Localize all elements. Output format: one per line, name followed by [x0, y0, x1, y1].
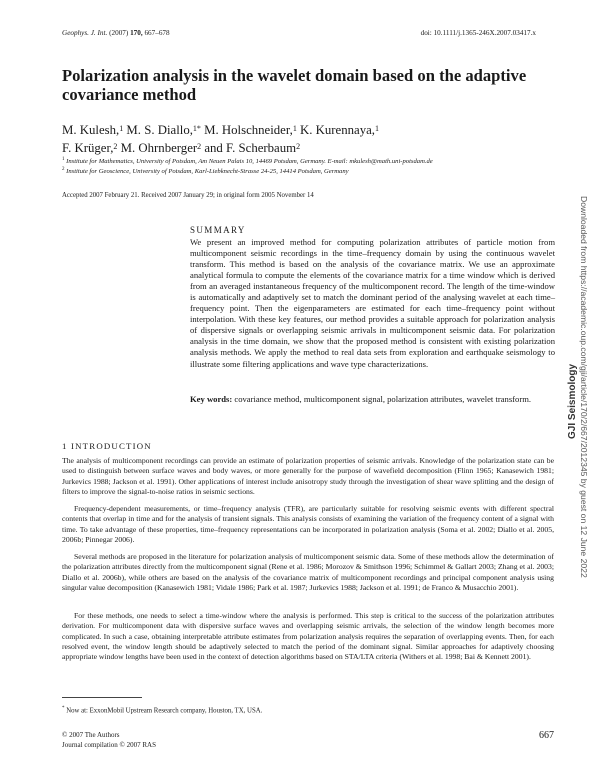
paragraph-text: Frequency-dependent measurements, or time–frequency analysis (TFR), are particularly suitable for resolving seismic events with different spectral contents that overlap in time and for the analysis of transient signals. This analysis consists of examining the variation of the frequency content of a signal with time. To take advantage of these properties, time–frequency representations can be incorporated in polarization analysis (Soma et al. 2002; Diallo et al. 2005, 2006b; Pinnegar 2006). [62, 504, 554, 545]
author-affil-mark: 1 [375, 124, 379, 133]
footnote-mark: * [62, 706, 65, 711]
journal-name: Geophys. J. Int. [62, 29, 108, 37]
paragraph-text: For these methods, one needs to select a time-window where the analysis is performed. This step is critical to the success of the polarization attributes derivation. For multicomponent data with dispersive surface waves and overlapping seismic arrivals, the selection of the window length becomes more complicated. In such a case, obtaining interpretable attribute estimates from polarization analysis requires the separation of overlapping events. Then, for each resolved event, the window length should be adaptively selected to match the period of the dominant signal. Similar approaches for adaptively choosing appropriate window lengths have been used in the context of detection algorithms based on STA/LTA criteria (Withers et al. 1998; Bai & Kennett 2001). [62, 611, 554, 662]
author-name: M. Holschneider, [200, 123, 293, 137]
body-paragraph-4 [62, 611, 554, 663]
journal-volume: 170, [130, 29, 143, 37]
footnote [62, 706, 262, 714]
body-paragraph-3 [62, 552, 554, 593]
paper-title: Polarization analysis in the wavelet domain based on the adaptive covariance method [62, 66, 527, 104]
footnote-rule [62, 697, 142, 698]
page-number: 667 [539, 730, 554, 741]
author-affil-mark: 2 [197, 142, 202, 151]
author-affil-mark: 2 [296, 142, 301, 151]
affil-text: Institute for Mathematics, University of Potsdam, Am Neuen Palais 10, 14469 Potsdam, Germany. E-mail: mkulesh@math.uni-potsdam.de [66, 158, 433, 166]
keywords-label: Key words: [190, 394, 233, 404]
affil-number: 2 [62, 167, 65, 172]
keywords-text: covariance method, multicomponent signal, polarization attributes, wavelet transform. [232, 394, 532, 404]
section-badge [567, 363, 583, 439]
author-name: M. S. Diallo, [123, 123, 193, 137]
body-paragraph-2 [62, 504, 554, 545]
author-affil-mark: 1 [119, 124, 124, 133]
author-affil-mark: 2 [113, 142, 118, 151]
keywords [190, 394, 555, 405]
section-heading-introduction: 1 INTRODUCTION [62, 441, 152, 451]
author-affil-mark: 1* [192, 124, 201, 133]
footnote-text: Now at: ExxonMobil Upstream Research company, Houston, TX, USA. [66, 707, 263, 715]
summary-heading: SUMMARY [190, 225, 246, 235]
journal-pages: 667–678 [144, 29, 170, 37]
copyright [62, 730, 156, 750]
author-list [62, 121, 522, 157]
affiliation-1 [62, 157, 542, 165]
copyright-journal: Journal compilation © 2007 RAS [62, 741, 156, 749]
author-name: M. Kulesh, [62, 123, 120, 137]
author-name: K. Kurennaya, [296, 123, 375, 137]
author-line-2 [62, 139, 522, 157]
author-name: M. Ohrnberger [117, 141, 198, 155]
paragraph-text: The analysis of multicomponent recordings can provide an estimate of polarization properties of seismic arrivals. Knowledge of the polarization state can be used to distinguish between surface waves and body waves, or more generally for the purpose of wavefield decomposition (Flinn 1965; Kanasewich 1981; Jurkevics 1988; Jackson et al. 1991). Other applications of interest include anisotropy study through the investigation of shear wave splitting and the design of filters to improve the signal-to-noise ratios in seismic sections. [62, 456, 554, 497]
doi: doi: 10.1111/j.1365-246X.2007.03417.x [420, 29, 536, 37]
journal-year: (2007) [109, 29, 129, 37]
author-name: F. Krüger, [62, 141, 114, 155]
gji-seismology-label: GJI Seismology [567, 363, 578, 439]
affiliation-2 [62, 167, 542, 175]
author-affil-mark: 1 [292, 124, 297, 133]
author-name: and F. Scherbaum [201, 141, 297, 155]
summary-text: We present an improved method for computing polarization attributes of particle motion from multicomponent seismic recordings in the time–frequency domain by using the continuous wavelet transform. This method is based on the analysis of the covariance matrix. We use an approximate analytical formula to compute the elements of the covariance matrix for a time window which is derived from an averaged instantaneous frequency of the multicomponent record. The length of the time-window is automatically and adaptively set to match the dominant period of the analysing wavelet at each time–frequency point. Then the eigenparameters are estimated for each time–frequency point without interpolation. With these key features, our method provides a suitable approach for polarization analysis of dispersive signals or overlapping seismic arrivals in multicomponent seismic data. For polarization analysis in the time domain, we show that the proposed method is consistent with existing polarization analysis methods. We apply the method to real data sets from exploration and earthquake seismology to illustrate some filtering applications and wave type characterizations. [190, 237, 555, 369]
copyright-authors: © 2007 The Authors [62, 731, 120, 739]
download-note: Downloaded from https://academic.oup.com/gji/article/170/2/667/2012345 by guest on 12 June 2022 [579, 196, 589, 578]
affil-text: Institute for Geoscience, University of Potsdam, Karl-Liebknecht-Strasse 24-25, 14414 Potsdam, Germany [66, 168, 349, 176]
accepted-dates: Accepted 2007 February 21. Received 2007 January 29; in original form 2005 November 14 [62, 192, 314, 199]
body-paragraph-1 [62, 456, 554, 497]
author-line-1 [62, 121, 522, 139]
affil-number: 1 [62, 157, 65, 162]
running-header-citation [62, 29, 170, 37]
paragraph-text: Several methods are proposed in the literature for polarization analysis of multicomponent seismic data. Some of these methods allow the determination of the polarization attributes directly from the multicomponent signal (Rene et al. 1986; Morozov & Smithson 1996; Schimmel & Gallart 2003; Zhang et al. 2003; Diallo et al. 2006b), while others are based on the analysis of the covariance matrix of multicomponent recordings and principal component analysis using singular value decomposition (Kanasewich 1981; Vidale 1986; Park et al. 1987; Jurkevics 1988; Jackson et al. 1991; de Franco & Musacchio 2001). [62, 552, 554, 593]
